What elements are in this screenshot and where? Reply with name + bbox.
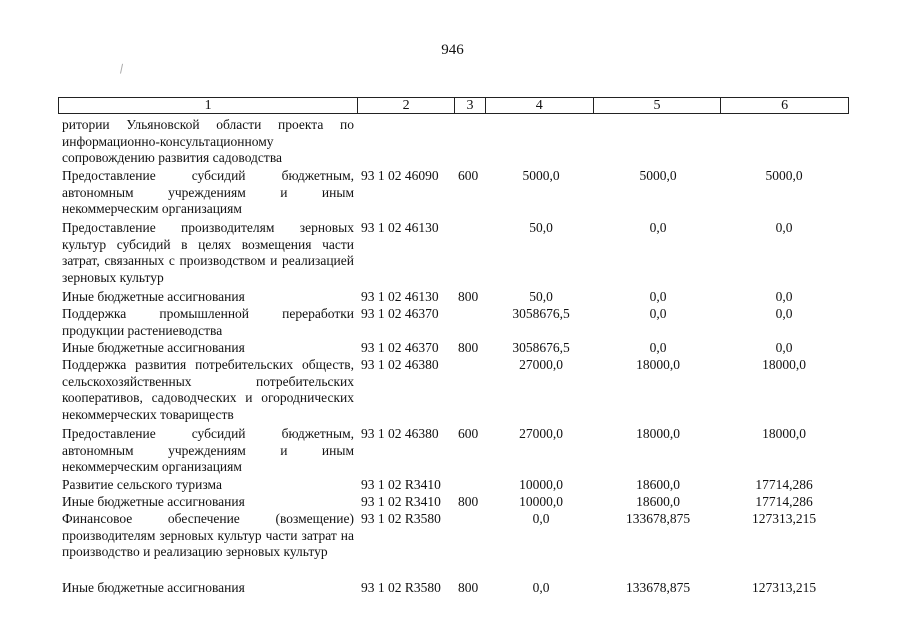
row-name: Развитие сельского туризма bbox=[62, 477, 222, 492]
row-value-4: 50,0 bbox=[529, 289, 553, 304]
row-expense-type: 800 bbox=[458, 580, 479, 595]
row-value-4: 10000,0 bbox=[519, 477, 563, 492]
table-row bbox=[0, 511, 905, 580]
row-value-6: 0,0 bbox=[775, 340, 793, 355]
row-value-5: 133678,875 bbox=[625, 511, 691, 526]
row-code: 93 1 02 R3580 bbox=[361, 511, 441, 526]
table-row bbox=[0, 477, 905, 494]
row-code: 93 1 02 46130 bbox=[361, 289, 439, 304]
row-value-5: 5000,0 bbox=[639, 168, 677, 183]
row-value-4: 10000,0 bbox=[519, 494, 563, 509]
table-row bbox=[0, 340, 905, 357]
row-name: Иные бюджетные ассигнования bbox=[62, 580, 245, 595]
row-value-5: 133678,875 bbox=[625, 580, 691, 595]
row-value-6: 0,0 bbox=[775, 306, 793, 321]
row-value-6: 127313,215 bbox=[751, 580, 817, 595]
row-value-5: 0,0 bbox=[649, 220, 667, 235]
row-name: Иные бюджетные ассигнования bbox=[62, 340, 245, 355]
table-row bbox=[0, 306, 905, 340]
row-code: 93 1 02 46370 bbox=[361, 306, 439, 321]
row-value-6: 5000,0 bbox=[765, 168, 803, 183]
row-value-5: 0,0 bbox=[649, 340, 667, 355]
row-value-6: 127313,215 bbox=[751, 511, 817, 526]
row-value-4: 27000,0 bbox=[519, 357, 563, 372]
row-value-4: 27000,0 bbox=[519, 426, 563, 441]
table-row bbox=[0, 117, 905, 168]
header-col-4: 4 bbox=[486, 98, 594, 113]
row-value-6: 17714,286 bbox=[755, 494, 813, 509]
row-name: Финансовое обеспечение (возмещение) производителям зерновых культур части затрат на производство и реализацию зерновых культур bbox=[62, 511, 354, 559]
scan-mark bbox=[120, 64, 126, 75]
table-row bbox=[0, 220, 905, 289]
row-value-6: 17714,286 bbox=[755, 477, 813, 492]
row-code: 93 1 02 46380 bbox=[361, 357, 439, 372]
row-name: Иные бюджетные ассигнования bbox=[62, 289, 245, 304]
table-row bbox=[0, 357, 905, 426]
row-value-4: 3058676,5 bbox=[512, 340, 570, 355]
row-value-4: 0,0 bbox=[532, 511, 550, 526]
row-value-5: 0,0 bbox=[649, 289, 667, 304]
table-column-header bbox=[58, 97, 849, 114]
row-name: Предоставление субсидий бюджетным, автономным учреждениям и иным некоммерческим организациям bbox=[62, 426, 354, 474]
row-value-5: 18000,0 bbox=[636, 426, 680, 441]
row-name: Поддержка развития потребительских обществ, сельскохозяйственных потребительских кооперативов, садоводческих и огороднических некоммерческих товариществ bbox=[62, 357, 354, 422]
row-value-6: 18000,0 bbox=[762, 357, 806, 372]
row-value-6: 18000,0 bbox=[762, 426, 806, 441]
table-row bbox=[0, 494, 905, 511]
row-value-4: 5000,0 bbox=[522, 168, 560, 183]
row-expense-type: 800 bbox=[458, 289, 479, 304]
header-col-5: 5 bbox=[594, 98, 722, 113]
row-value-4: 3058676,5 bbox=[512, 306, 570, 321]
row-value-5: 18000,0 bbox=[636, 357, 680, 372]
row-code: 93 1 02 46130 bbox=[361, 220, 439, 235]
row-expense-type: 800 bbox=[458, 340, 479, 355]
row-value-6: 0,0 bbox=[775, 289, 793, 304]
row-expense-type: 600 bbox=[458, 168, 479, 183]
header-col-6: 6 bbox=[781, 98, 789, 113]
row-name: Иные бюджетные ассигнования bbox=[62, 494, 245, 509]
row-value-5: 18600,0 bbox=[636, 477, 680, 492]
table-row bbox=[0, 580, 905, 600]
header-col-3: 3 bbox=[455, 98, 486, 113]
table-row bbox=[0, 426, 905, 477]
row-code: 93 1 02 R3410 bbox=[361, 494, 441, 509]
table-row bbox=[0, 289, 905, 306]
row-code: 93 1 02 46090 bbox=[361, 168, 439, 183]
table-row bbox=[0, 168, 905, 220]
header-col-2: 2 bbox=[358, 98, 455, 113]
row-code: 93 1 02 R3410 bbox=[361, 477, 441, 492]
row-value-6: 0,0 bbox=[775, 220, 793, 235]
header-col-1: 1 bbox=[59, 98, 358, 113]
row-expense-type: 800 bbox=[458, 494, 479, 509]
row-value-5: 0,0 bbox=[649, 306, 667, 321]
row-code: 93 1 02 46380 bbox=[361, 426, 439, 441]
row-value-4: 0,0 bbox=[532, 580, 550, 595]
row-name: Поддержка промышленной переработки продукции растениеводства bbox=[62, 306, 354, 338]
row-expense-type: 600 bbox=[458, 426, 479, 441]
row-value-5: 18600,0 bbox=[636, 494, 680, 509]
page-number: 946 bbox=[441, 42, 464, 58]
row-name: Предоставление производителям зерновых культур субсидий в целях возмещения части затрат, связанных с производством и реализацией зерновых культур bbox=[62, 220, 354, 285]
budget-table bbox=[0, 117, 905, 600]
row-name: Предоставление субсидий бюджетным, автономным учреждениям и иным некоммерческим организациям bbox=[62, 168, 354, 216]
row-value-4: 50,0 bbox=[529, 220, 553, 235]
row-code: 93 1 02 46370 bbox=[361, 340, 439, 355]
row-code: 93 1 02 R3580 bbox=[361, 580, 441, 595]
row-name: ритории Ульяновской области проекта по информационно-консультационному сопровождению развития садоводства bbox=[62, 117, 354, 165]
